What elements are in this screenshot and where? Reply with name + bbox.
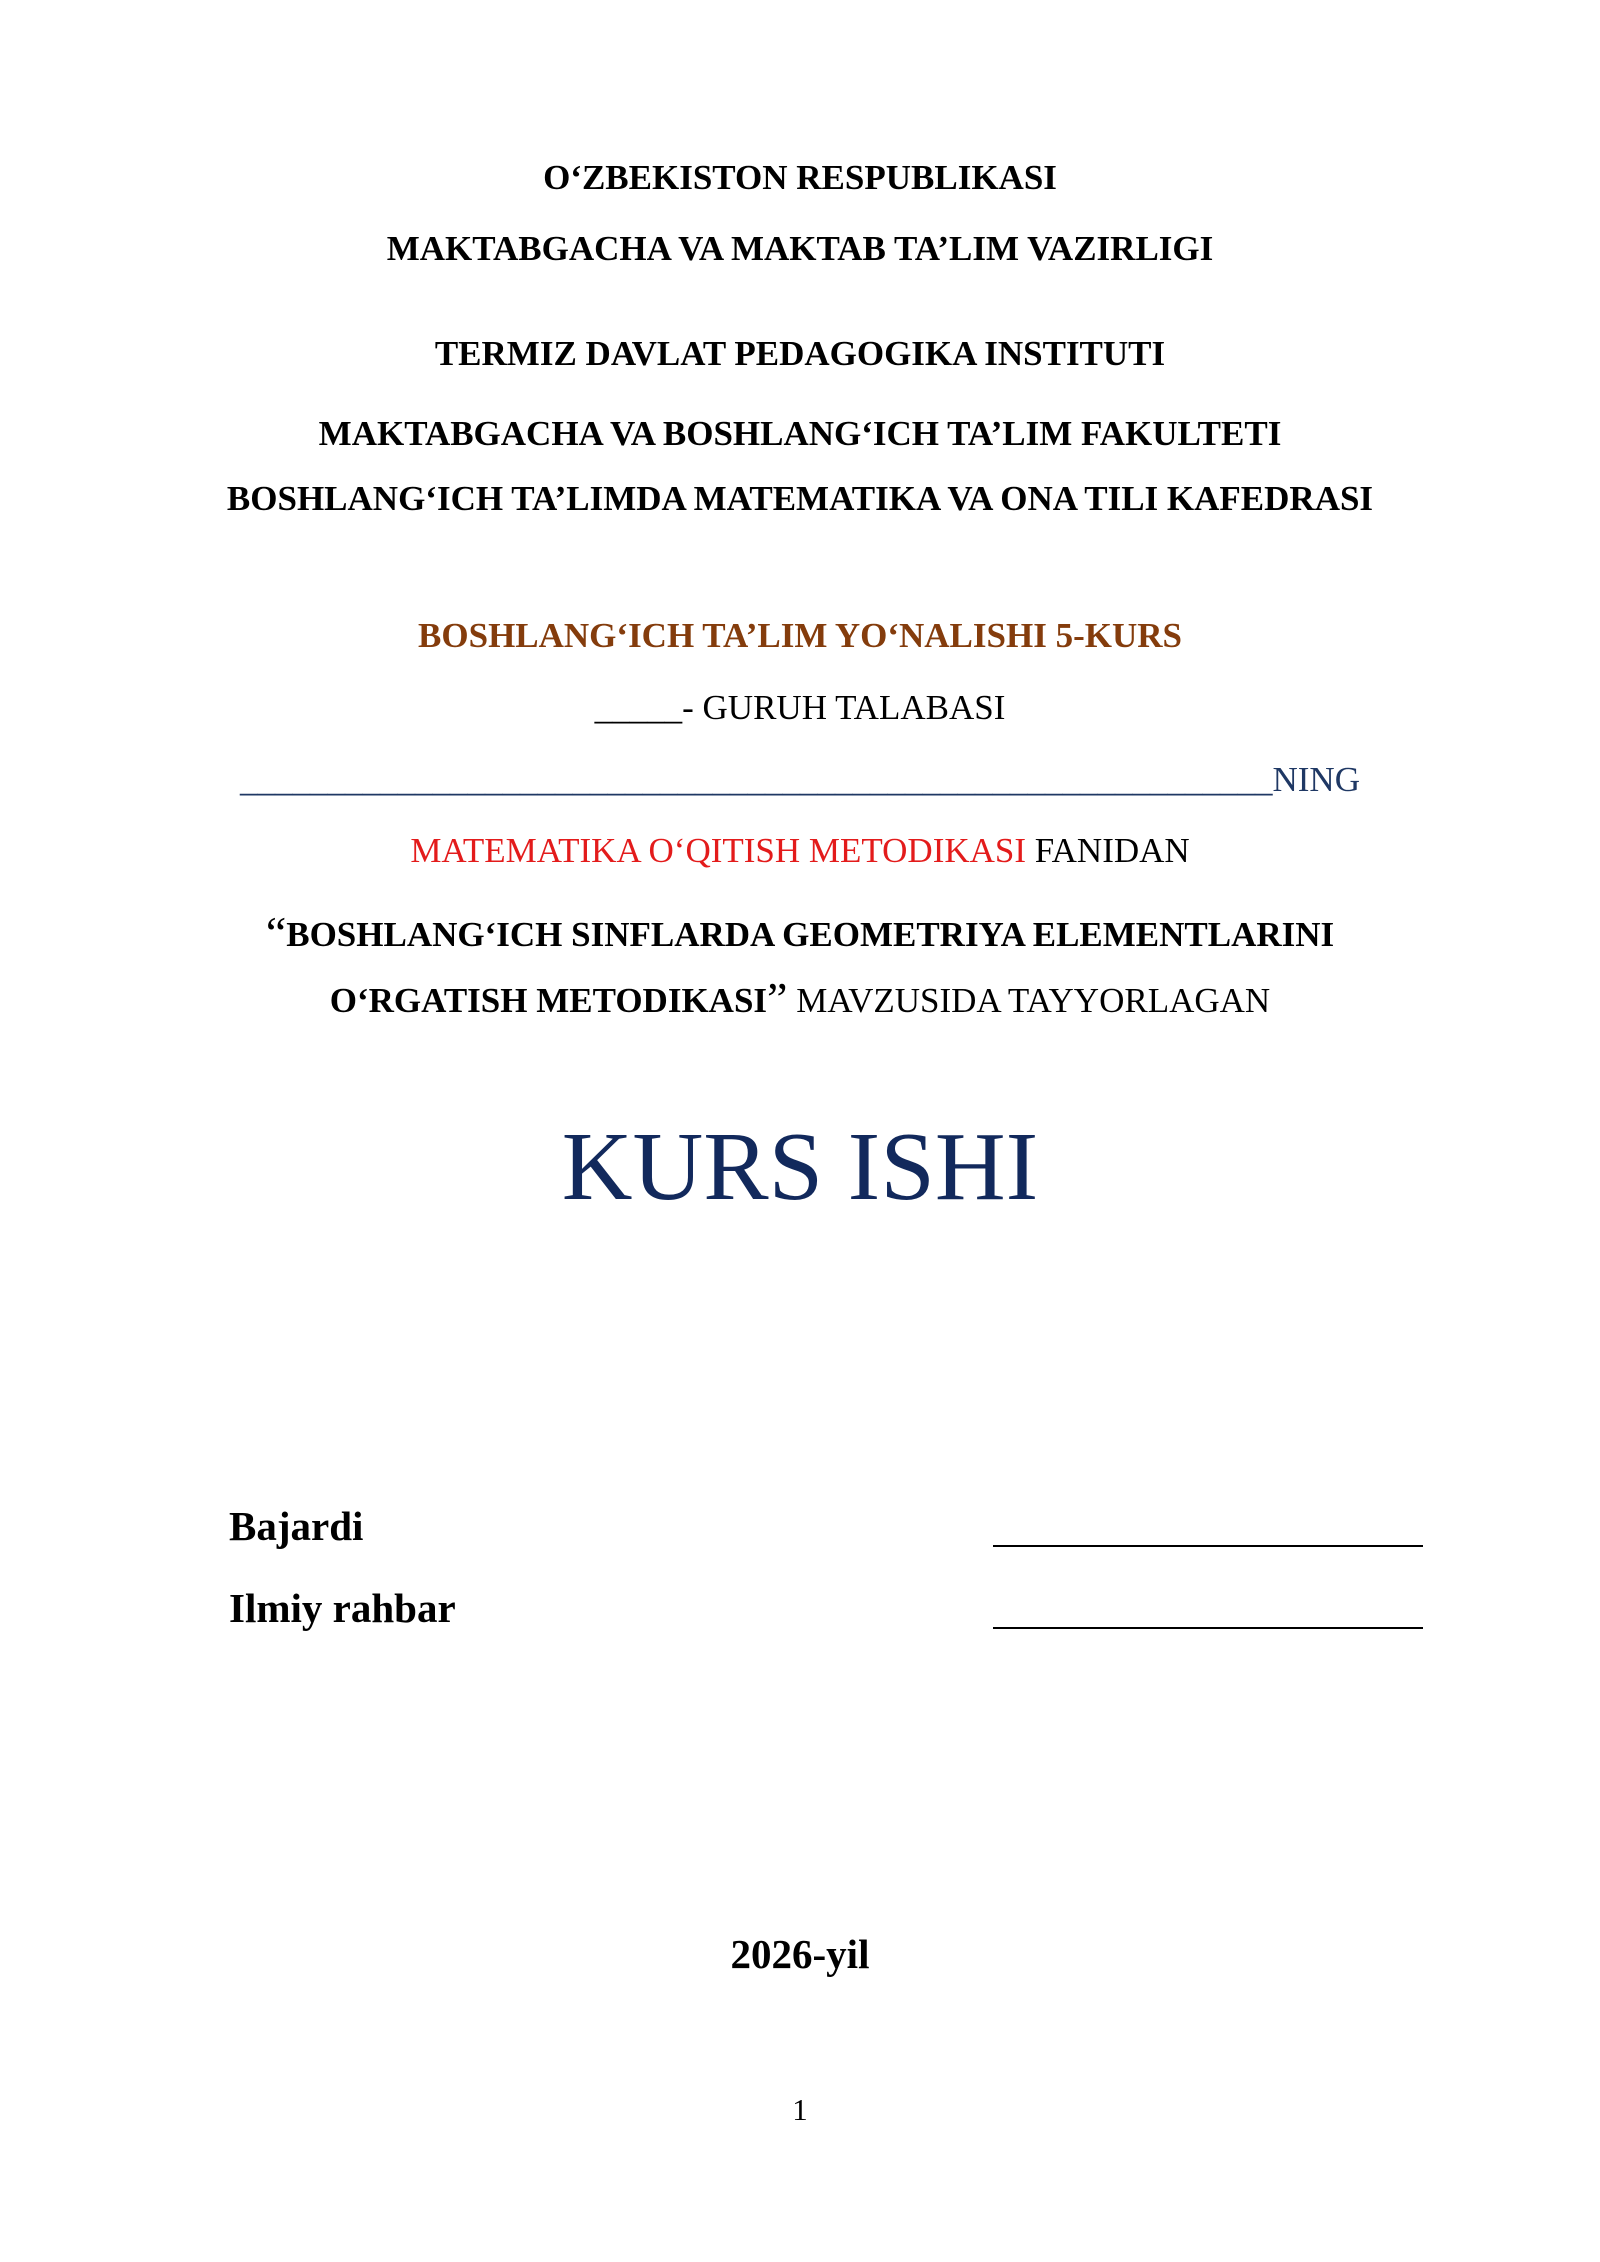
topic-close-quote: ” (767, 973, 788, 1024)
topic-title-part-2: O‘RGATISH METODIKASI (329, 981, 768, 1020)
performed-by-signature-line (993, 1545, 1423, 1547)
subject-name: MATEMATIKA O‘QITISH METODIKASI (410, 831, 1027, 870)
republic-heading: O‘ZBEKISTON RESPUBLIKASI (543, 158, 1057, 197)
course-direction: BOSHLANG‘ICH TA’LIM YO‘NALISHI 5-KURS (418, 616, 1182, 655)
student-name-line (0, 762, 1600, 797)
page-number: 1 (792, 2092, 808, 2127)
topic-line-1 (0, 907, 1600, 958)
department-heading: BOSHLANG‘ICH TA’LIMDA MATEMATIKA VA ONA TILI KAFEDRASI (226, 479, 1374, 518)
year: 2026-yil (730, 1931, 870, 1977)
performed-by-label: Bajardi (229, 1503, 364, 1549)
institute-heading: TERMIZ DAVLAT PEDAGOGIKA INSTITUTI (434, 334, 1166, 373)
topic-suffix: MAVZUSIDA TAYYORLAGAN (787, 981, 1271, 1020)
subject-line (0, 833, 1600, 868)
subject-suffix: FANIDAN (1026, 831, 1190, 870)
advisor-label: Ilmiy rahbar (229, 1585, 456, 1631)
topic-title-part-1: BOSHLANG‘ICH SINFLARDA GEOMETRIYA ELEMENTLARINI (286, 915, 1335, 954)
group-blank: _____ (594, 688, 683, 727)
student-name-suffix: NING (1272, 760, 1360, 799)
document-title: KURS ISHI (561, 1113, 1039, 1221)
topic-line-2 (0, 973, 1600, 1024)
student-name-blank: ___________________________________________________________ (240, 760, 1273, 799)
group-line (0, 690, 1600, 725)
ministry-heading: MAKTABGACHA VA MAKTAB TA’LIM VAZIRLIGI (386, 229, 1214, 268)
faculty-heading: MAKTABGACHA VA BOSHLANG‘ICH TA’LIM FAKULTETI (318, 414, 1282, 453)
advisor-signature-line (993, 1627, 1423, 1629)
topic-open-quote: “ (265, 907, 287, 958)
group-label: - GURUH TALABASI (682, 688, 1006, 727)
